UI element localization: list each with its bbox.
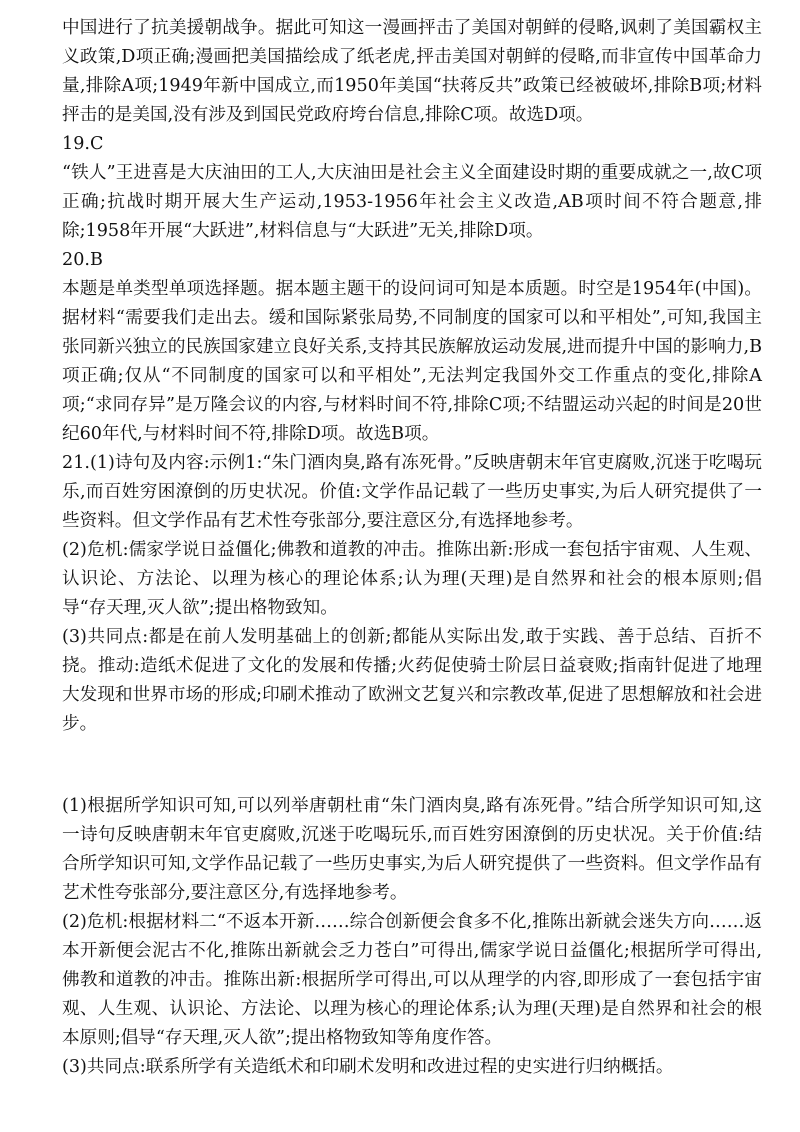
q20-explanation: 本题是单类型单项选择题。据本题主题干的设问词可知是本质题。时空是1954年(中国)。据材料“需要我们走出去。缓和国际紧张局势,不同制度的国家可以和平相处”,可知,我国主张同新兴独立的民族国家建立良好关系,支持其民族解放运动发展,进而提升中国的影响力,B项正确;仅从“不同制度的国家可以和平相处”,无法判定我国外交工作重点的变化,排除A项;“求同存异”是万隆会议的内容,与材料时间不符,排除C项;不结盟运动兴起的时间是20世纪60年代,与材料时间不符,排除D项。故选B项。 (62, 279, 762, 444)
q21-part1-answer: 21.(1)诗句及内容:示例1:“朱门酒肉臭,路有冻死骨。”反映唐朝末年官吏腐败,沉迷于吃喝玩乐,而百姓穷困潦倒的历史状况。价值:文学作品记载了一些历史事实,为后人研究提供了一些资料。但文学作品有艺术性夸张部分,要注意区分,有选择地参考。 (62, 453, 762, 531)
answer-key-section (62, 14, 762, 739)
q19-answer: 19.C (62, 134, 104, 154)
analysis-part1: (1)根据所学知识可知,可以列举唐朝杜甫“朱门酒肉臭,路有冻死骨。”结合所学知识可知,这一诗句反映唐朝末年官吏腐败,沉迷于吃喝玩乐,而百姓穷困潦倒的历史状况。关于价值:结合所学知识可知,文学作品记载了一些历史事实,为后人研究提供了一些资料。但文学作品有艺术性夸张部分,要注意区分,有选择地参考。 (62, 796, 762, 903)
q21-part2-answer: (2)危机:儒家学说日益僵化;佛教和道教的冲击。推陈出新:形成一套包括宇宙观、人生观、认识论、方法论、以理为核心的理论体系;认为理(天理)是自然界和社会的根本原则;倡导“存天理,灭人欲”;提出格物致知。 (62, 540, 762, 618)
q19-explanation: “铁人”王进喜是大庆油田的工人,大庆油田是社会主义全面建设时期的重要成就之一,故C项正确;抗战时期开展大生产运动,1953-1956年社会主义改造,AB项时间不符合题意,排除;1958年开展“大跃进”,材料信息与“大跃进”无关,排除D项。 (62, 163, 762, 241)
analysis-part3: (3)共同点:联系所学有关造纸术和印刷术发明和改进过程的史实进行归纳概括。 (62, 1057, 674, 1077)
q21-part3-answer: (3)共同点:都是在前人发明基础上的创新;都能从实际出发,敢于实践、善于总结、百折不挠。推动:造纸术促进了文化的发展和传播;火药促使骑士阶层日益衰败;指南针促进了地理大发现和世界市场的形成;印刷术推动了欧洲文艺复兴和宗教改革,促进了思想解放和社会进步。 (62, 627, 762, 734)
analysis-section (62, 792, 762, 1082)
q20-answer: 20.B (62, 250, 103, 270)
analysis-part2: (2)危机:根据材料二“不返本开新……综合创新便会食多不化,推陈出新就会迷失方向……返本开新便会泥古不化,推陈出新就会乏力苍白”可得出,儒家学说日益僵化;根据所学可得出,佛教和道教的冲击。推陈出新:根据所学可得出,可以从理学的内容,即形成了一套包括宇宙观、人生观、认识论、方法论、以理为核心的理论体系;认为理(天理)是自然界和社会的根本原则;倡导“存天理,灭人欲”;提出格物致知等角度作答。 (62, 912, 762, 1048)
q18-explanation: 中国进行了抗美援朝战争。据此可知这一漫画抨击了美国对朝鲜的侵略,讽刺了美国霸权主义政策,D项正确;漫画把美国描绘成了纸老虎,抨击美国对朝鲜的侵略,而非宣传中国革命力量,排除A项;1949年新中国成立,而1950年美国“扶蒋反共”政策已经被破坏,排除B项;材料抨击的是美国,没有涉及到国民党政府垮台信息,排除C项。故选D项。 (62, 18, 762, 125)
